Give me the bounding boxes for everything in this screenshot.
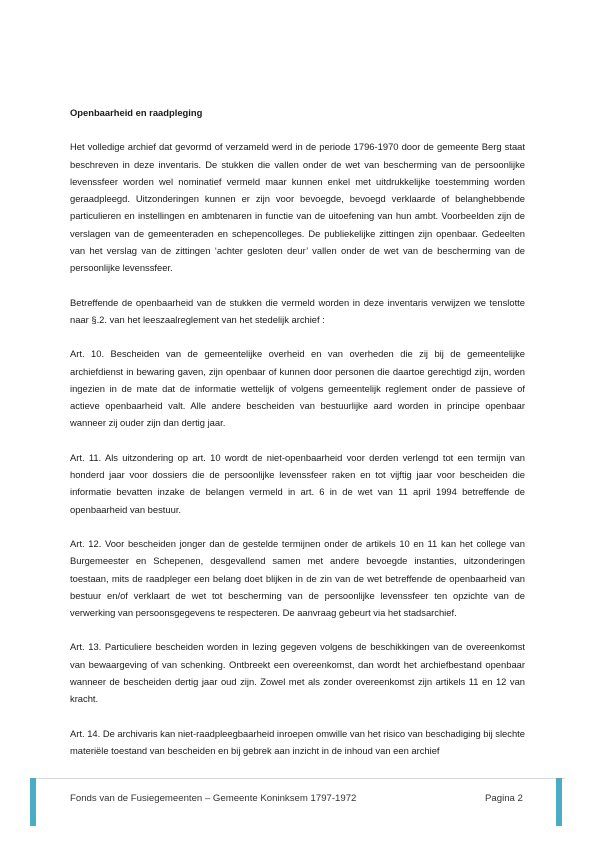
footer-accent-left — [30, 778, 36, 826]
paragraph-art-10: Art. 10. Bescheiden van de gemeentelijke overheid en van overheden die zij bij de gemeentelijke archiefdienst in bewaring gaven, zijn openbaar of kunnen door personen die daartoe gerechtigd zijn, worden ingezien in de mate dat de informatie wettelijk of volgens gemeentelijk reglement onder de passieve of actieve openbaarheid valt. Alle andere bescheiden van bestuurlijke aard worden in principe openbaar wanneer zij ouder zijn dan dertig jaar. — [70, 348, 525, 429]
document-body — [70, 104, 525, 776]
paragraph-reference: Betreffende de openbaarheid van de stukken die vermeld worden in deze inventaris verwijzen we tenslotte naar §.2. van het leeszaalreglement van het stedelijk archief : — [70, 296, 525, 325]
page-number: Pagina 2 — [485, 793, 523, 804]
paragraph-art-13: Art. 13. Particuliere bescheiden worden in lezing gegeven volgens de beschikkingen van de overeenkomst van bewaargeving of van schenking. Ontbreekt een overeenkomst, dan wordt het archiefbestand openbaar wanneer de bescheiden dertig jaar oud zijn. Zowel met als zonder overeenkomst zijn artikels 11 en 12 van kracht. — [70, 641, 525, 705]
footer-accent-right — [556, 778, 562, 826]
footer-title: Fonds van de Fusiegemeenten – Gemeente Koninksem 1797-1972 — [70, 793, 357, 804]
paragraph-art-11: Art. 11. Als uitzondering op art. 10 wordt de niet-openbaarheid voor derden verlengd tot een termijn van honderd jaar voor dossiers die de persoonlijke levenssfeer raken en tot vijftig jaar voor bescheiden die informatie bevatten inzake de belangen vermeld in art. 6 in de wet van 11 april 1994 betreffende de openbaarheid van bestuur. — [70, 451, 525, 515]
section-heading: Openbaarheid en raadpleging — [70, 107, 203, 118]
paragraph-art-14: Art. 14. De archivaris kan niet-raadpleegbaarheid inroepen omwille van het risico van beschadiging bij slechte materiële toestand van bescheiden en bij gebrek aan inzicht in de inhoud van een archief — [70, 727, 525, 756]
paragraph-art-12: Art. 12. Voor bescheiden jonger dan de gestelde termijnen onder de artikels 10 en 11 kan het college van Burgemeester en Schepenen, desgevallend samen met andere bevoegde instanties, uitzonderingen toestaan, mits de raadpleger een belang doet blijken in de zin van de wet betreffende de openbaarheid van bestuur en/of verklaart de wet tot bescherming van de persoonlijke levenssfeer ten opzichte van de verwerking van persoonsgegevens te respecteren. De aanvraag gebeurt via het stadsarchief. — [70, 537, 525, 619]
paragraph-intro: Het volledige archief dat gevormd of verzameld werd in de periode 1796-1970 door de gemeente Berg staat beschreven in deze inventaris. De stukken die vallen onder de wet van bescherming van de persoonlijke levenssfeer worden wel nominatief vermeld maar kunnen enkel met uitdrukkelijke toestemming worden geraadpleegd. Uitzonderingen kunnen er zijn voor bevoegde, bevoegd verklaarde of belanghebbende particulieren en instellingen en ambtenaren in functie van de uitoefening van hun ambt. Voorbeelden zijn de verslagen van de gemeenteraden en schepencolleges. De publiekelijke zittingen zijn openbaar. Gedeelten van het verslag van de zittingen ‘achter gesloten deur’ vallen onder de wet van de bescherming van de persoonlijke levenssfeer. — [70, 141, 525, 274]
